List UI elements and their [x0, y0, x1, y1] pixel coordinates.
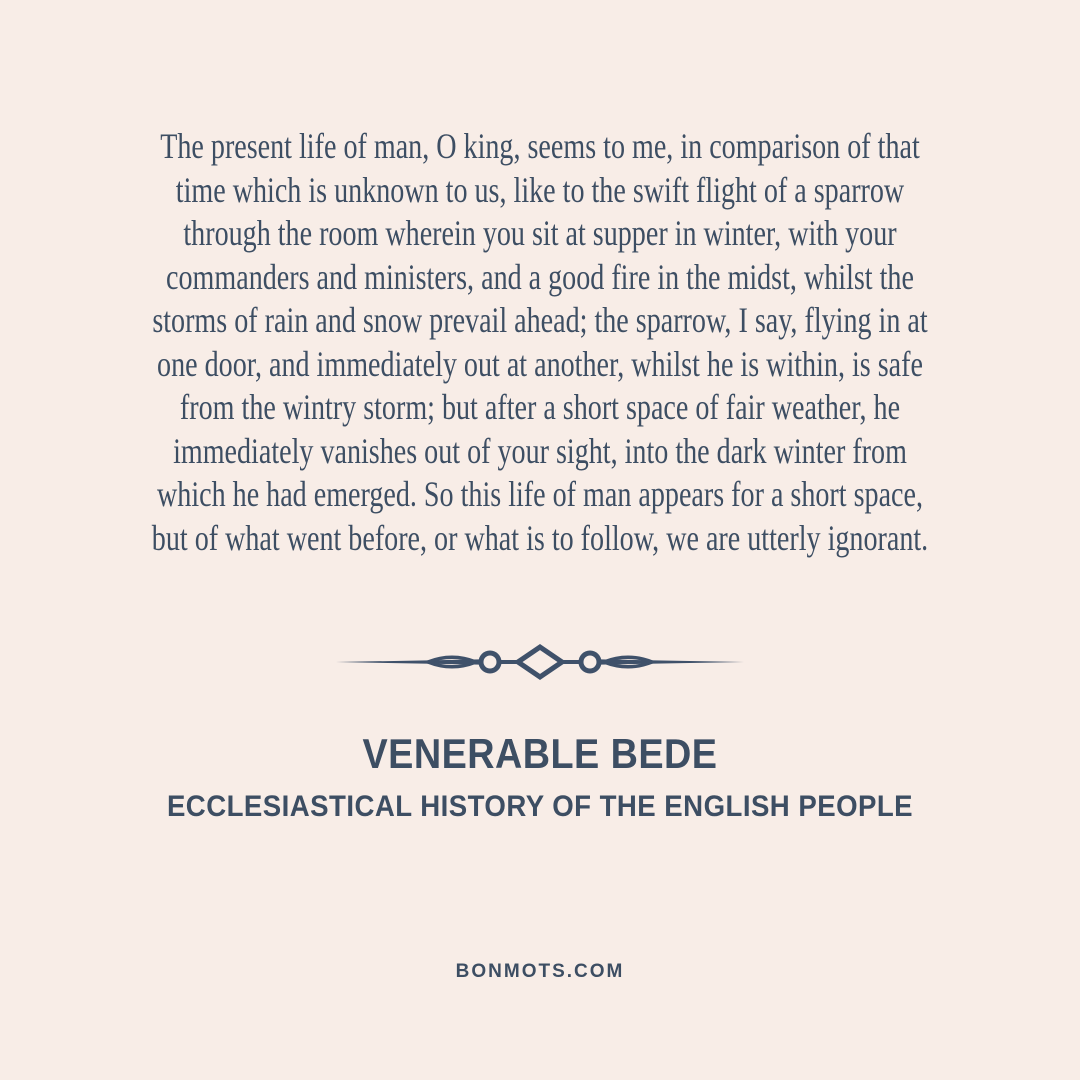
quote-line: which he had emerged. So this life of man appears for a short space, — [157, 474, 923, 514]
quote-line: storms of rain and snow prevail ahead; the sparrow, I say, flying in at — [152, 300, 928, 340]
quote-line: commanders and ministers, and a good fire in the midst, whilst the — [166, 256, 914, 297]
quote-line: but of what went before, or what is to follow, we are utterly ignorant. — [151, 517, 929, 558]
site-footer — [0, 961, 1080, 983]
quote-line: immediately vanishes out of your sight, into the dark winter from — [173, 430, 907, 471]
author-name: VENERABLE BEDE — [362, 730, 718, 777]
quote-line: time which is unknown to us, like to the swift flight of a sparrow — [175, 169, 905, 210]
quote-line: The present life of man, O king, seems to me, in comparison of that — [160, 126, 920, 166]
quote-line: from the wintry storm; but after a short space of fair weather, he — [179, 387, 901, 427]
quote-text — [0, 125, 1080, 560]
ornamental-divider-icon — [336, 642, 744, 682]
quote-line: through the room wherein you sit at supper in winter, with your — [183, 213, 897, 253]
quote-line: one door, and immediately out at another, whilst he is within, is safe — [157, 343, 923, 384]
work-title: ECCLESIASTICAL HISTORY OF THE ENGLISH PEOPLE — [166, 790, 914, 823]
site-name: BONMOTS.COM — [455, 961, 625, 982]
